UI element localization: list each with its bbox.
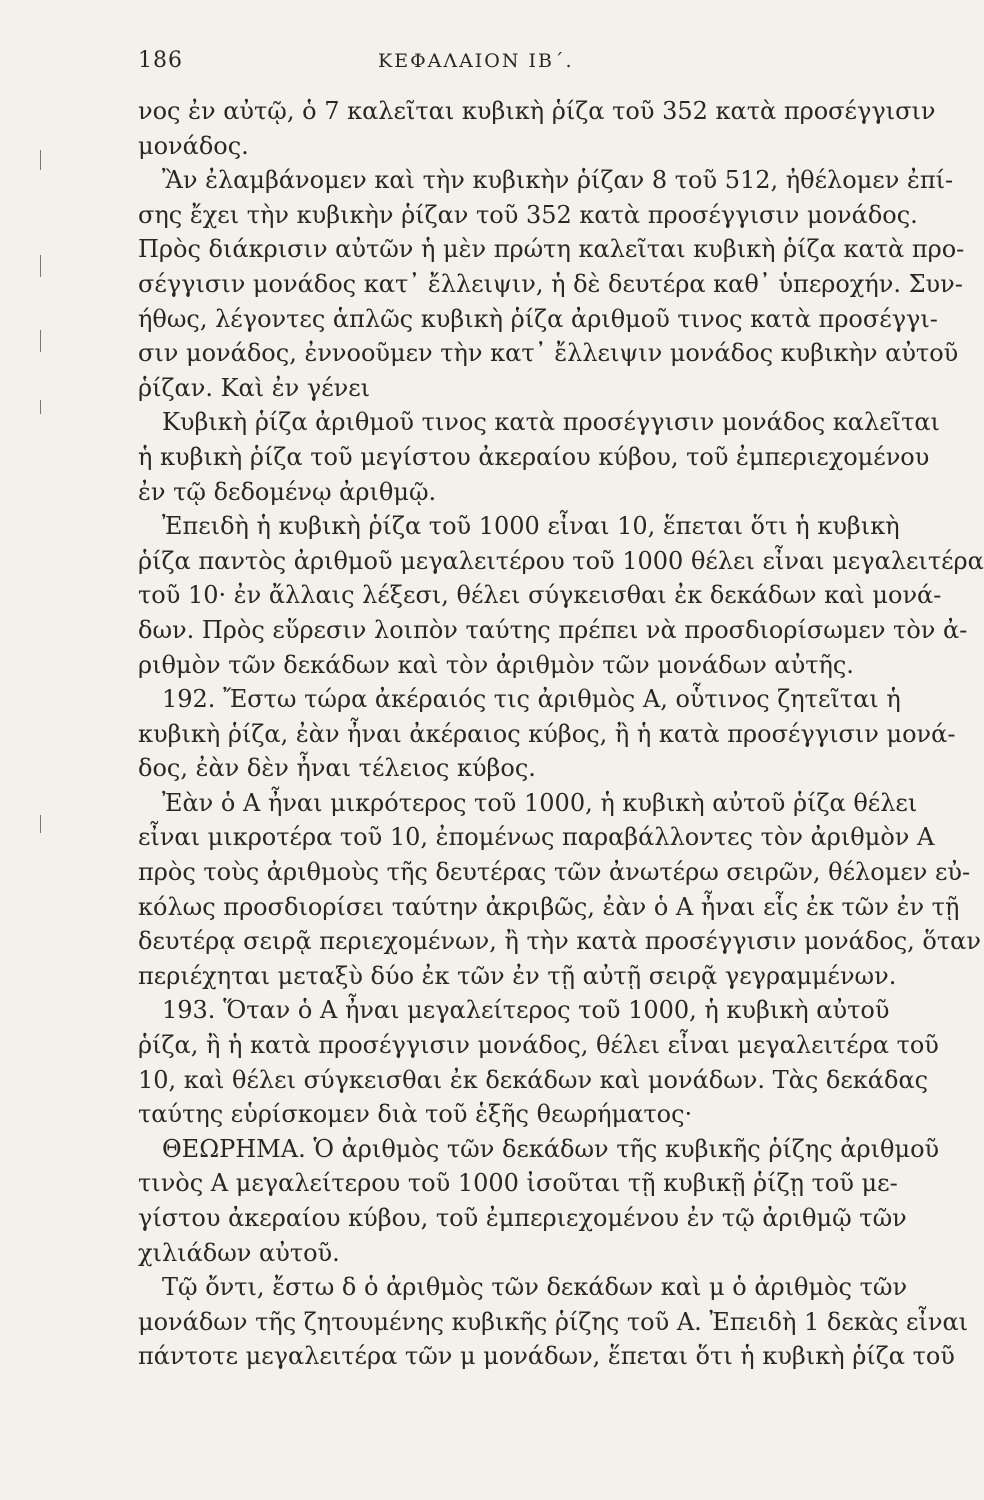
text-line: σέγγισιν μονάδος κατ᾽ ἔλλειψιν, ἡ δὲ δευτέρα καθ᾽ ὑπεροχήν. Συν- [138, 269, 963, 298]
margin-mark [40, 815, 41, 833]
text-line: δος, ἐὰν δὲν ἦναι τέλειος κύβος. [138, 754, 536, 783]
text-line: δων. Πρὸς εὕρεσιν λοιπὸν ταύτης πρέπει νὰ προσδιορίσωμεν τὸν ἀ- [138, 615, 968, 644]
text-line: ῥίζα, ἢ ἡ κατὰ προσέγγισιν μονάδος, θέλει εἶναι μεγαλειτέρα τοῦ [138, 1031, 939, 1060]
text-line: εἶναι μικροτέρα τοῦ 10, ἐπομένως παραβάλλοντες τὸν ἀριθμὸν Α [138, 823, 935, 852]
text-line: Ἂν ἐλαμβάνομεν καὶ τὴν κυβικὴν ῥίζαν 8 τοῦ 512, ἠθέλομεν ἐπί- [162, 166, 954, 195]
text-line: γίστου ἀκεραίου κύβου, τοῦ ἐμπεριεχομένου ἐν τῷ ἀριθμῷ τῶν [138, 1204, 907, 1232]
text-line: περιέχηται μεταξὺ δύο ἐκ τῶν ἐν τῇ αὐτῇ σειρᾷ γεγραμμένων. [138, 961, 897, 990]
running-head: ΚΕΦΑΛΑΙΟΝ ΙΒ΄. [378, 50, 574, 72]
text-line: Τῷ ὄντι, ἔστω δ ὁ ἀριθμὸς τῶν δεκάδων καὶ μ ὁ ἀριθμὸς τῶν [162, 1273, 908, 1302]
text-line: ταύτης εὑρίσκομεν διὰ τοῦ ἑξῆς θεωρήματος· [138, 1100, 693, 1129]
text-line: πρὸς τοὺς ἀριθμοὺς τῆς δευτέρας τῶν ἀνωτέρω σειρῶν, θέλομεν εὐ- [138, 858, 971, 887]
text-line: μονάδος. [138, 131, 249, 160]
margin-mark [40, 400, 41, 414]
text-line: ῥίζαν. Καὶ ἐν γένει [138, 373, 371, 402]
text-line: τινὸς Α μεγαλείτερου τοῦ 1000 ἰσοῦται τῇ κυβικῇ ῥίζῃ τοῦ με- [138, 1169, 898, 1198]
text-line: κυβικὴ ῥίζα, ἐὰν ἦναι ἀκέραιος κύβος, ἢ ἡ κατὰ προσέγγισιν μονά- [138, 719, 956, 748]
text-line: ήθως, λέγοντες ἁπλῶς κυβικὴ ῥίζα ἀριθμοῦ τινος κατὰ προσέγγι- [138, 304, 938, 333]
text-line: Κυβικὴ ῥίζα ἀριθμοῦ τινος κατὰ προσέγγισιν μονάδος καλεῖται [162, 408, 940, 437]
margin-mark [40, 330, 41, 352]
text-line: ριθμὸν τῶν δεκάδων καὶ τὸν ἀριθμὸν τῶν μονάδων αὐτῆς. [138, 650, 854, 679]
text-line: μονάδων τῆς ζητουμένης κυβικῆς ῥίζης τοῦ Α. Ἐπειδὴ 1 δεκὰς εἶναι [138, 1307, 969, 1336]
text-line: 192. Ἔστω τώρα ἀκέραιός τις ἀριθμὸς Α, οὗτινος ζητεῖται ἡ [162, 685, 901, 714]
text-line: τοῦ 10· ἐν ἄλλαις λέξεσι, θέλει σύγκεισθαι ἐκ δεκάδων καὶ μονά- [138, 581, 942, 610]
text-line: δευτέρᾳ σειρᾷ περιεχομένων, ἢ τὴν κατὰ προσέγγισιν μονάδος, ὅταν [138, 927, 981, 956]
page-number: 186 [138, 48, 183, 73]
text-line: ΘΕΩΡΗΜΑ. Ὁ ἀριθμὸς τῶν δεκάδων τῆς κυβικῆς ῥίζης ἀριθμοῦ [162, 1134, 940, 1163]
text-line: κόλως προσδιορίσει ταύτην ἀκριβῶς, ἐὰν ὁ Α ἦναι εἷς ἐκ τῶν ἐν τῇ [138, 892, 960, 921]
text-line: ἡ κυβικὴ ῥίζα τοῦ μεγίστου ἀκεραίου κύβου, τοῦ ἐμπεριεχομένου [138, 442, 930, 471]
text-line: 10, καὶ θέλει σύγκεισθαι ἐκ δεκάδων καὶ μονάδων. Τὰς δεκάδας [138, 1065, 929, 1094]
page-header [138, 48, 880, 94]
text-line: πάντοτε μεγαλειτέρα τῶν μ μονάδων, ἕπεται ὅτι ἡ κυβικὴ ῥίζα τοῦ [138, 1342, 955, 1371]
text-line: ῥίζα παντὸς ἀριθμοῦ μεγαλειτέρου τοῦ 1000 θέλει εἶναι μεγαλειτέρα [138, 546, 984, 575]
text-line: χιλιάδων αὐτοῦ. [138, 1238, 340, 1267]
text-line: Ἐπειδὴ ἡ κυβικὴ ῥίζα τοῦ 1000 εἶναι 10, ἕπεται ὅτι ἡ κυβικὴ [162, 512, 900, 541]
text-line: ἐν τῷ δεδομένῳ ἀριθμῷ. [138, 477, 437, 506]
text-line: Πρὸς διάκρισιν αὐτῶν ἡ μὲν πρώτη καλεῖται κυβικὴ ῥίζα κατὰ προ- [138, 235, 965, 264]
body-text [138, 94, 984, 1374]
text-line: νος ἐν αὐτῷ, ὁ 7 καλεῖται κυβικὴ ῥίζα τοῦ 352 κατὰ προσέγγισιν [138, 97, 936, 125]
text-line: σιν μονάδος, ἐννοοῦμεν τὴν κατ᾽ ἔλλειψιν μονάδος κυβικὴν αὐτοῦ [138, 339, 959, 368]
text-line: Ἐὰν ὁ Α ἦναι μικρότερος τοῦ 1000, ἡ κυβικὴ αὐτοῦ ῥίζα θέλει [162, 788, 918, 817]
margin-mark [40, 255, 41, 277]
text-line: 193. Ὅταν ὁ Α ἦναι μεγαλείτερος τοῦ 1000, ἡ κυβικὴ αὐτοῦ [162, 996, 890, 1025]
margin-mark [40, 150, 41, 170]
text-line: σης ἔχει τὴν κυβικὴν ῥίζαν τοῦ 352 κατὰ προσέγγισιν μονάδος. [138, 200, 918, 229]
